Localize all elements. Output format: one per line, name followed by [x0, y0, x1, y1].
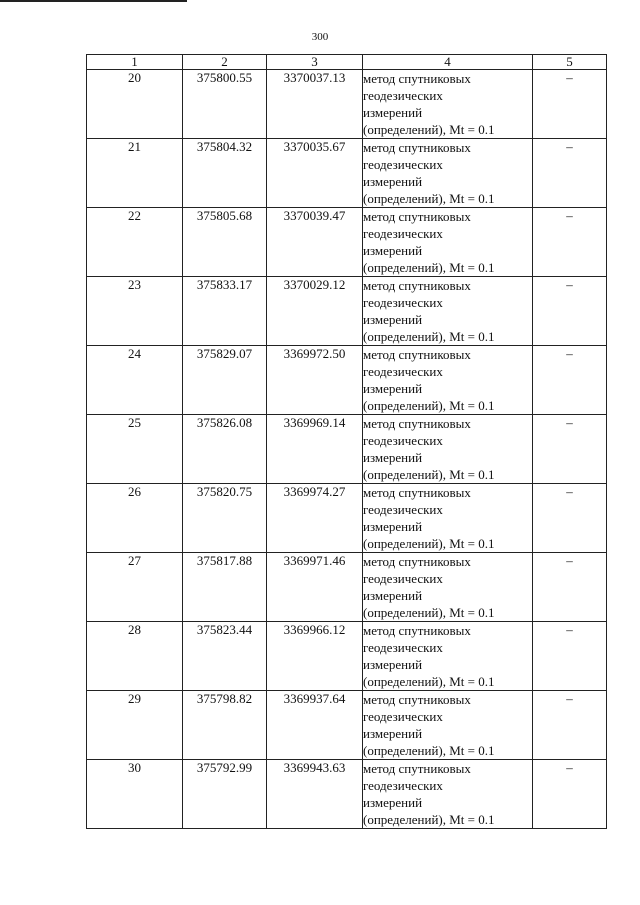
x-coordinate-cell: 375829.07	[183, 346, 267, 415]
method-line: измерений	[363, 174, 423, 189]
table-row	[87, 139, 607, 208]
method-line: геодезических	[363, 778, 443, 793]
point-number-cell: 26	[87, 484, 183, 553]
accuracy-cell: –	[533, 70, 607, 139]
accuracy-cell: –	[533, 622, 607, 691]
accuracy-cell: –	[533, 691, 607, 760]
table-row	[87, 70, 607, 139]
accuracy-cell: –	[533, 277, 607, 346]
method-cell	[363, 553, 533, 622]
y-coordinate-cell: 3369974.27	[267, 484, 363, 553]
method-line: метод спутниковых	[363, 71, 471, 86]
table-row	[87, 622, 607, 691]
accuracy-cell: –	[533, 553, 607, 622]
y-coordinate-cell: 3369969.14	[267, 415, 363, 484]
y-coordinate-cell: 3370037.13	[267, 70, 363, 139]
header-col-1: 1	[87, 55, 183, 70]
method-line: (определений), Mt = 0.1	[363, 329, 495, 344]
method-line: (определений), Mt = 0.1	[363, 536, 495, 551]
method-line: геодезических	[363, 709, 443, 724]
method-cell	[363, 208, 533, 277]
header-col-4: 4	[363, 55, 533, 70]
page-number: 300	[311, 31, 329, 43]
method-line: (определений), Mt = 0.1	[363, 398, 495, 413]
y-coordinate-cell: 3369937.64	[267, 691, 363, 760]
point-number-cell: 23	[87, 277, 183, 346]
method-line: метод спутниковых	[363, 278, 471, 293]
method-line: геодезических	[363, 640, 443, 655]
method-line: (определений), Mt = 0.1	[363, 467, 495, 482]
y-coordinate-cell: 3369972.50	[267, 346, 363, 415]
method-line: измерений	[363, 243, 423, 258]
header-col-5: 5	[533, 55, 607, 70]
method-cell	[363, 622, 533, 691]
method-line: геодезических	[363, 226, 443, 241]
accuracy-cell: –	[533, 484, 607, 553]
method-line: метод спутниковых	[363, 761, 471, 776]
method-line: измерений	[363, 657, 423, 672]
method-line: геодезических	[363, 295, 443, 310]
y-coordinate-cell: 3369971.46	[267, 553, 363, 622]
method-line: измерений	[363, 450, 423, 465]
x-coordinate-cell: 375826.08	[183, 415, 267, 484]
method-line: геодезических	[363, 364, 443, 379]
method-cell	[363, 277, 533, 346]
method-line: метод спутниковых	[363, 347, 471, 362]
x-coordinate-cell: 375833.17	[183, 277, 267, 346]
method-line: (определений), Mt = 0.1	[363, 122, 495, 137]
x-coordinate-cell: 375792.99	[183, 760, 267, 829]
method-cell	[363, 70, 533, 139]
method-line: измерений	[363, 795, 423, 810]
point-number-cell: 27	[87, 553, 183, 622]
method-cell	[363, 346, 533, 415]
coordinates-table	[86, 54, 607, 829]
x-coordinate-cell: 375804.32	[183, 139, 267, 208]
x-coordinate-cell: 375805.68	[183, 208, 267, 277]
accuracy-cell: –	[533, 208, 607, 277]
point-number-cell: 30	[87, 760, 183, 829]
x-coordinate-cell: 375823.44	[183, 622, 267, 691]
method-line: измерений	[363, 312, 423, 327]
method-line: метод спутниковых	[363, 416, 471, 431]
y-coordinate-cell: 3370039.47	[267, 208, 363, 277]
header-col-2: 2	[183, 55, 267, 70]
method-line: (определений), Mt = 0.1	[363, 743, 495, 758]
point-number-cell: 28	[87, 622, 183, 691]
point-number-cell: 21	[87, 139, 183, 208]
table-row	[87, 484, 607, 553]
y-coordinate-cell: 3370035.67	[267, 139, 363, 208]
accuracy-cell: –	[533, 139, 607, 208]
table-row	[87, 346, 607, 415]
method-line: (определений), Mt = 0.1	[363, 260, 495, 275]
method-line: геодезических	[363, 502, 443, 517]
method-line: (определений), Mt = 0.1	[363, 191, 495, 206]
method-line: (определений), Mt = 0.1	[363, 605, 495, 620]
point-number-cell: 22	[87, 208, 183, 277]
x-coordinate-cell: 375817.88	[183, 553, 267, 622]
header-row	[87, 55, 607, 70]
table-row	[87, 277, 607, 346]
method-line: измерений	[363, 381, 423, 396]
method-line: геодезических	[363, 433, 443, 448]
method-line: (определений), Mt = 0.1	[363, 674, 495, 689]
method-line: геодезических	[363, 157, 443, 172]
accuracy-cell: –	[533, 415, 607, 484]
point-number-cell: 24	[87, 346, 183, 415]
method-line: геодезических	[363, 571, 443, 586]
x-coordinate-cell: 375798.82	[183, 691, 267, 760]
y-coordinate-cell: 3369943.63	[267, 760, 363, 829]
method-cell	[363, 415, 533, 484]
method-line: метод спутниковых	[363, 623, 471, 638]
method-line: измерений	[363, 105, 423, 120]
method-cell	[363, 691, 533, 760]
method-line: измерений	[363, 726, 423, 741]
point-number-cell: 25	[87, 415, 183, 484]
method-line: измерений	[363, 588, 423, 603]
method-line: метод спутниковых	[363, 140, 471, 155]
table-row	[87, 553, 607, 622]
method-cell	[363, 139, 533, 208]
table-row	[87, 760, 607, 829]
table-row	[87, 208, 607, 277]
method-cell	[363, 484, 533, 553]
accuracy-cell: –	[533, 760, 607, 829]
header-col-3: 3	[267, 55, 363, 70]
top-rule	[0, 0, 187, 2]
method-line: (определений), Mt = 0.1	[363, 812, 495, 827]
method-line: метод спутниковых	[363, 554, 471, 569]
table-row	[87, 415, 607, 484]
point-number-cell: 29	[87, 691, 183, 760]
x-coordinate-cell: 375820.75	[183, 484, 267, 553]
method-line: метод спутниковых	[363, 209, 471, 224]
y-coordinate-cell: 3369966.12	[267, 622, 363, 691]
x-coordinate-cell: 375800.55	[183, 70, 267, 139]
table-row	[87, 691, 607, 760]
accuracy-cell: –	[533, 346, 607, 415]
method-line: геодезических	[363, 88, 443, 103]
method-cell	[363, 760, 533, 829]
method-line: метод спутниковых	[363, 485, 471, 500]
y-coordinate-cell: 3370029.12	[267, 277, 363, 346]
point-number-cell: 20	[87, 70, 183, 139]
method-line: измерений	[363, 519, 423, 534]
method-line: метод спутниковых	[363, 692, 471, 707]
